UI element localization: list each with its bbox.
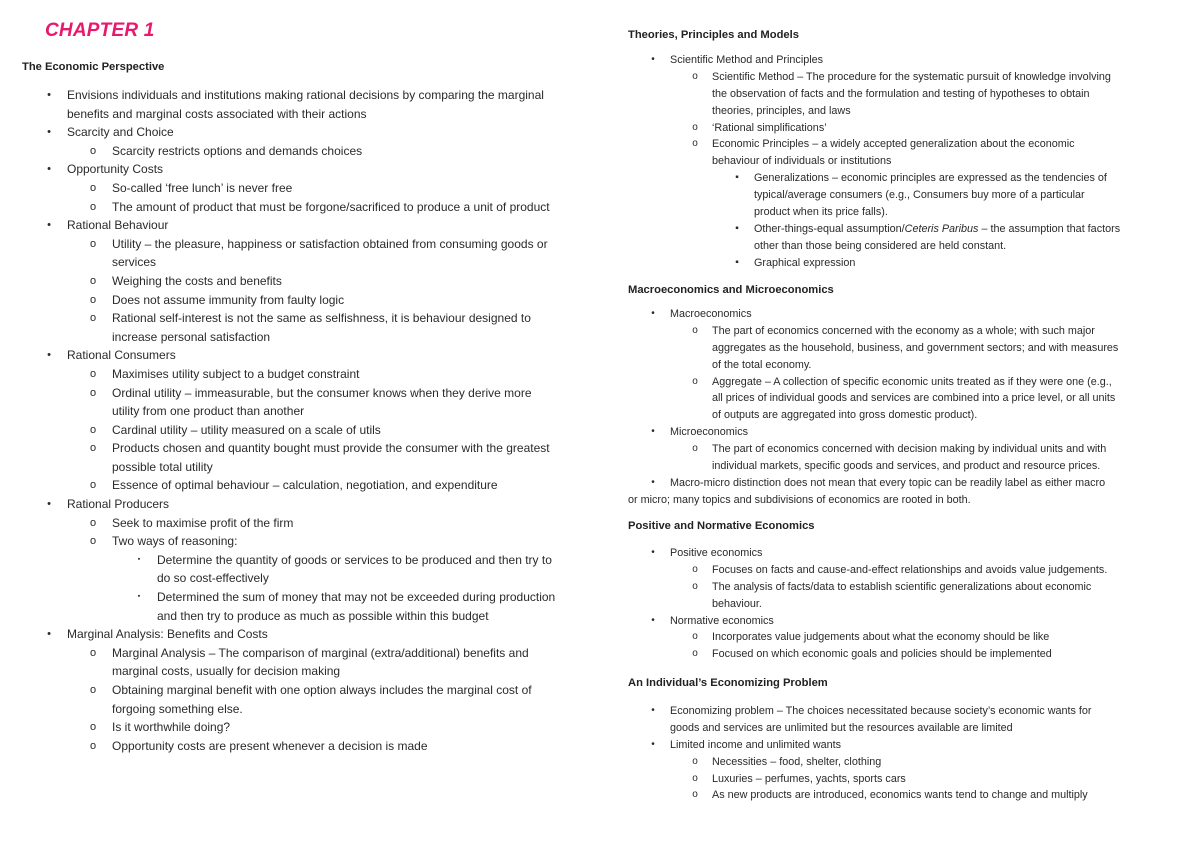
item-text: behaviour of individuals or institutions xyxy=(712,155,892,168)
circle-bullet-icon: o xyxy=(89,144,97,157)
bullet-icon: • xyxy=(651,705,655,716)
list-item xyxy=(628,720,1168,737)
list-item xyxy=(22,495,592,514)
circle-bullet-icon: o xyxy=(89,293,97,306)
list-item xyxy=(22,160,592,179)
sub-list-item xyxy=(628,103,1168,120)
item-text: As new products are introduced, economics wants tend to change and multiply xyxy=(712,789,1088,802)
square-bullet-icon: ▪ xyxy=(137,593,141,601)
bullet-list xyxy=(22,86,592,755)
item-text: of the total economy. xyxy=(712,358,812,371)
sub-list-item xyxy=(22,439,592,458)
bullet-icon: • xyxy=(47,498,51,511)
sub-sub-list-item xyxy=(22,588,592,607)
sub-list-item xyxy=(628,787,1168,804)
sub-list-item xyxy=(628,646,1168,663)
circle-bullet-icon: o xyxy=(89,312,97,325)
sub-list-item xyxy=(628,390,1168,407)
circle-bullet-icon: o xyxy=(692,789,698,801)
item-text: Rational Consumers xyxy=(67,348,176,363)
item-text: Opportunity costs are present whenever a decision is made xyxy=(112,738,428,753)
item-text: the observation of facts and the formulation and testing of hypotheses to obtain xyxy=(712,87,1090,100)
sub-sub-list-item xyxy=(628,187,1168,204)
item-text: Positive economics xyxy=(670,547,763,559)
item-text: Scientific Method – The procedure for the systematic pursuit of knowledge involving xyxy=(712,70,1111,83)
item-text: Obtaining marginal benefit with one option always includes the marginal cost of xyxy=(112,683,532,697)
item-text: Envisions individuals and institutions making rational decisions by comparing the marginal xyxy=(67,88,544,102)
bullet-icon: • xyxy=(47,89,51,101)
chapter-title: CHAPTER 1 xyxy=(45,20,155,41)
sub-list-item xyxy=(22,235,592,254)
item-text: Essence of optimal behaviour – calculation, negotiation, and expenditure xyxy=(112,478,498,493)
sub-list-item xyxy=(628,86,1168,103)
sub-list-item xyxy=(22,458,592,477)
sub-list-item xyxy=(628,374,1168,391)
item-text: Microeconomics xyxy=(670,426,748,439)
square-bullet-icon: ▪ xyxy=(735,172,739,184)
item-text: Opportunity Costs xyxy=(67,162,164,177)
item-text: Rational self-interest is not the same as selfishness, it is behaviour designed to xyxy=(112,311,531,326)
sub-list-item xyxy=(628,771,1168,788)
sub-list-item xyxy=(628,579,1168,596)
item-text: ‘Rational simplifications’ xyxy=(712,121,827,134)
bullet-icon: • xyxy=(651,308,655,319)
circle-bullet-icon: o xyxy=(692,772,698,784)
square-bullet-icon: ▪ xyxy=(137,555,141,563)
item-text: Limited income and unlimited wants xyxy=(670,738,842,751)
item-text: Focuses on facts and cause-and-effect relationships and avoids value judgements. xyxy=(712,563,1108,576)
item-text: of outputs are aggregated into gross domestic product). xyxy=(712,409,978,422)
sub-list-item xyxy=(22,272,592,291)
bullet-list xyxy=(628,545,1168,663)
circle-bullet-icon: o xyxy=(692,631,698,643)
sub-list-item xyxy=(628,629,1168,646)
item-text: Weighing the costs and benefits xyxy=(112,273,282,288)
text-fragment: Other-things-equal assumption/ xyxy=(754,222,905,235)
bullet-icon: • xyxy=(651,54,655,65)
list-item xyxy=(628,703,1168,720)
item-text: Normative economics xyxy=(670,614,774,627)
sub-list-item xyxy=(628,340,1168,357)
circle-bullet-icon: o xyxy=(89,274,97,287)
item-text: aggregates as the household, business, and government sectors; and with measures xyxy=(712,341,1119,354)
square-bullet-icon: ▪ xyxy=(735,222,739,234)
item-text: The analysis of facts/data to establish scientific generalizations about economic xyxy=(712,580,1092,593)
circle-bullet-icon: o xyxy=(89,535,97,548)
sub-sub-list-item xyxy=(22,551,592,570)
sub-list-item xyxy=(22,532,592,551)
circle-bullet-icon: o xyxy=(692,443,698,455)
item-text: other than those being considered are held constant. xyxy=(754,239,1007,252)
item-text: product when its price falls). xyxy=(754,206,888,219)
sub-list-item xyxy=(22,737,592,756)
list-item xyxy=(22,105,592,124)
circle-bullet-icon: o xyxy=(89,200,97,213)
sub-list-item xyxy=(628,69,1168,86)
item-text: Scientific Method and Principles xyxy=(670,54,824,66)
list-item xyxy=(628,545,1168,562)
circle-bullet-icon: o xyxy=(89,423,97,436)
item-text: Graphical expression xyxy=(754,256,856,269)
sub-list-item xyxy=(22,476,592,495)
item-text: all prices of individual goods and services are combined into a price level, or all units xyxy=(712,392,1116,405)
sub-list-item xyxy=(628,323,1168,340)
sub-list-item xyxy=(628,120,1168,137)
list-item xyxy=(22,216,592,235)
item-text: individual markets, specific goods and services, and product and resource prices. xyxy=(712,460,1101,473)
bullet-icon: • xyxy=(47,628,51,641)
list-item xyxy=(22,123,592,142)
sub-list-item xyxy=(628,441,1168,458)
sub-list-item xyxy=(22,700,592,719)
item-text: Macro-micro distinction does not mean that every topic can be readily label as either macro xyxy=(670,476,1106,489)
sub-sub-list-item xyxy=(628,255,1168,272)
item-text xyxy=(754,221,1120,238)
sub-list-item xyxy=(22,328,592,347)
sub-list-item xyxy=(628,562,1168,579)
text-fragment: – the assumption that factors xyxy=(978,222,1121,235)
item-text: do so cost-effectively xyxy=(157,571,269,586)
item-text: Two ways of reasoning: xyxy=(112,534,238,549)
sub-sub-list-item xyxy=(22,569,592,588)
item-text: Scarcity and Choice xyxy=(67,125,174,140)
item-text: Seek to maximise profit of the firm xyxy=(112,515,294,530)
item-text: Necessities – food, shelter, clothing xyxy=(712,755,882,768)
list-item xyxy=(628,737,1168,754)
item-text: Marginal Analysis: Benefits and Costs xyxy=(67,627,268,642)
sub-list-item xyxy=(22,384,592,403)
item-text: Generalizations – economic principles are expressed as the tendencies of xyxy=(754,172,1107,185)
sub-sub-list-item xyxy=(22,607,592,626)
sub-sub-list-item xyxy=(628,204,1168,221)
item-text: Luxuries – perfumes, yachts, sports cars xyxy=(712,772,906,785)
item-text: Focused on which economic goals and policies should be implemented xyxy=(712,648,1052,661)
list-item xyxy=(628,306,1168,323)
list-item xyxy=(628,475,1168,492)
item-text: Determined the sum of money that may not be exceeded during production xyxy=(157,590,556,605)
item-text: and then try to produce as much as possible within this budget xyxy=(157,608,489,623)
sub-list-item xyxy=(22,142,592,161)
item-text: possible total utility xyxy=(112,459,213,474)
sub-list-item xyxy=(22,514,592,533)
list-item xyxy=(628,52,1168,69)
sub-list-item xyxy=(22,681,592,700)
item-text: theories, principles, and laws xyxy=(712,104,851,117)
section-heading: Positive and Normative Economics xyxy=(628,520,815,532)
item-text: Cardinal utility – utility measured on a scale of utils xyxy=(112,422,381,437)
item-text: behaviour. xyxy=(712,597,762,610)
item-text: forgoing something else. xyxy=(112,701,243,716)
circle-bullet-icon: o xyxy=(89,684,97,696)
bullet-list xyxy=(628,52,1168,272)
bullet-icon: • xyxy=(651,547,655,558)
item-text: Does not assume immunity from faulty logic xyxy=(112,292,345,307)
sub-list-item xyxy=(628,754,1168,771)
item-text: Maximises utility subject to a budget constraint xyxy=(112,366,360,381)
section-heading: An Individual’s Economizing Problem xyxy=(628,677,828,689)
bullet-icon: • xyxy=(651,614,655,626)
item-text: Aggregate – A collection of specific economic units treated as if they were one (e.g., xyxy=(712,375,1112,388)
list-item xyxy=(22,625,592,644)
circle-bullet-icon: o xyxy=(89,237,97,250)
sub-list-item xyxy=(22,179,592,198)
sub-list-item xyxy=(628,407,1168,424)
circle-bullet-icon: o xyxy=(692,580,698,592)
sub-list-item xyxy=(22,421,592,440)
sub-list-item xyxy=(22,253,592,272)
section-heading: Macroeconomics and Microeconomics xyxy=(628,284,834,296)
sub-sub-list-item xyxy=(628,238,1168,255)
sub-list-item xyxy=(22,402,592,421)
circle-bullet-icon: o xyxy=(89,367,97,380)
circle-bullet-icon: o xyxy=(692,648,698,660)
item-text: or micro; many topics and subdivisions of economics are rooted in both. xyxy=(628,493,971,506)
item-text: goods and services are unlimited but the resources available are limited xyxy=(670,721,1013,734)
sub-list-item xyxy=(22,644,592,663)
bullet-icon: • xyxy=(651,426,655,438)
sub-list-item xyxy=(628,357,1168,374)
bullet-icon: • xyxy=(651,476,655,488)
sub-list-item xyxy=(628,153,1168,170)
circle-bullet-icon: o xyxy=(89,386,97,399)
item-text: The part of economics concerned with the economy as a whole; with such major xyxy=(712,324,1095,337)
sub-sub-list-item xyxy=(628,170,1168,187)
sub-list-item xyxy=(22,662,592,681)
item-text: Economizing problem – The choices necessitated because society’s economic wants for xyxy=(670,705,1092,717)
item-text: services xyxy=(112,255,157,270)
circle-bullet-icon: o xyxy=(89,442,97,455)
sub-list-item xyxy=(628,596,1168,613)
item-text: Incorporates value judgements about what the economy should be like xyxy=(712,631,1050,644)
bullet-list xyxy=(628,703,1168,804)
circle-bullet-icon: o xyxy=(89,739,97,752)
bullet-icon: • xyxy=(47,163,51,176)
sub-sub-list-item xyxy=(628,492,1168,509)
bullet-icon: • xyxy=(47,126,51,139)
item-text: benefits and marginal costs associated with their actions xyxy=(67,106,367,121)
bullet-icon: • xyxy=(47,219,51,232)
item-text: utility from one product than another xyxy=(112,404,305,419)
circle-bullet-icon: o xyxy=(89,479,97,492)
item-text: Marginal Analysis – The comparison of marginal (extra/additional) benefits and xyxy=(112,645,529,660)
list-item xyxy=(22,86,592,105)
bullet-list xyxy=(628,306,1168,509)
circle-bullet-icon: o xyxy=(692,70,698,82)
item-text: typical/average consumers (e.g., Consumers buy more of a particular xyxy=(754,189,1085,202)
sub-list-item xyxy=(22,291,592,310)
item-text: increase personal satisfaction xyxy=(112,329,271,344)
sub-list-item xyxy=(628,136,1168,153)
list-item xyxy=(22,346,592,365)
item-text: So-called ‘free lunch’ is never free xyxy=(112,180,293,195)
item-text: Economic Principles – a widely accepted generalization about the economic xyxy=(712,138,1075,151)
italic-term: Ceteris Paribus xyxy=(904,222,979,235)
item-text: The amount of product that must be forgone/sacrificed to produce a unit of product xyxy=(112,199,550,214)
sub-list-item xyxy=(22,198,592,217)
section-heading: The Economic Perspective xyxy=(22,61,165,73)
circle-bullet-icon: o xyxy=(89,181,97,194)
sub-list-item xyxy=(22,309,592,328)
circle-bullet-icon: o xyxy=(692,755,698,767)
bullet-icon: • xyxy=(47,349,51,362)
circle-bullet-icon: o xyxy=(692,375,698,387)
item-text: Macroeconomics xyxy=(670,308,752,320)
sub-sub-list-item xyxy=(628,221,1168,238)
item-text: Ordinal utility – immeasurable, but the consumer knows when they derive more xyxy=(112,385,532,400)
item-text: The part of economics concerned with decision making by individual units and with xyxy=(712,443,1107,456)
section-heading: Theories, Principles and Models xyxy=(628,29,799,41)
circle-bullet-icon: o xyxy=(89,721,97,734)
square-bullet-icon: ▪ xyxy=(735,256,739,268)
item-text: Scarcity restricts options and demands choices xyxy=(112,143,363,158)
circle-bullet-icon: o xyxy=(692,563,698,575)
item-text: Utility – the pleasure, happiness or satisfaction obtained from consuming goods or xyxy=(112,236,548,251)
sub-list-item xyxy=(22,718,592,737)
item-text: Rational Behaviour xyxy=(67,218,169,233)
list-item xyxy=(628,424,1168,441)
circle-bullet-icon: o xyxy=(692,324,698,336)
circle-bullet-icon: o xyxy=(692,121,698,133)
sub-list-item xyxy=(628,458,1168,475)
circle-bullet-icon: o xyxy=(89,516,97,529)
item-text: Determine the quantity of goods or services to be produced and then try to xyxy=(157,552,552,567)
bullet-icon: • xyxy=(651,738,655,750)
item-text: Is it worthwhile doing? xyxy=(112,720,231,735)
sub-list-item xyxy=(22,365,592,384)
list-item xyxy=(628,613,1168,630)
item-text: Products chosen and quantity bought must provide the consumer with the greatest xyxy=(112,441,550,456)
item-text: marginal costs, usually for decision making xyxy=(112,664,341,679)
circle-bullet-icon: o xyxy=(692,138,698,150)
circle-bullet-icon: o xyxy=(89,646,97,659)
item-text: Rational Producers xyxy=(67,497,170,512)
